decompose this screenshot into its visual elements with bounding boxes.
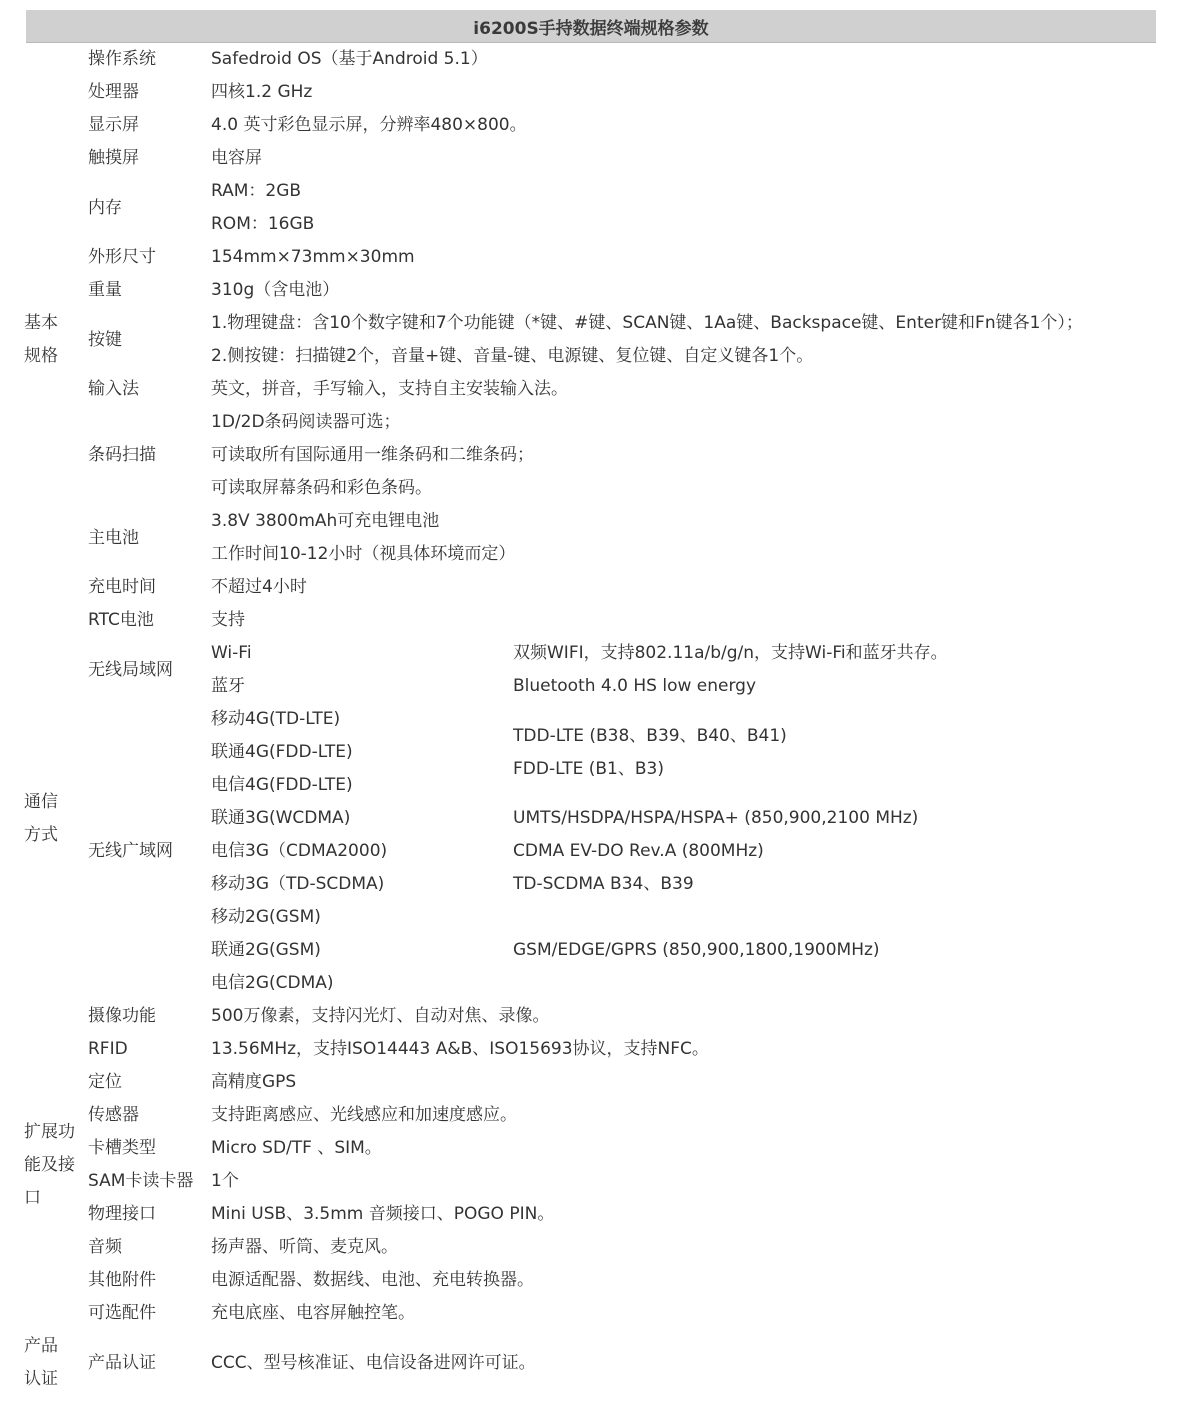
table-row — [22, 1297, 1157, 1330]
label-barcode: 条码扫描 — [88, 445, 156, 465]
value-battery-spec: 3.8V 3800mAh可充电锂电池 — [211, 511, 440, 531]
category-cert: 产品 认证 — [24, 1336, 58, 1389]
table-row — [22, 1033, 1157, 1066]
wwan-spec-lte: TDD-LTE (B38、B39、B40、B41) FDD-LTE (B1、B3) — [513, 725, 787, 779]
value-sam: 1个 — [211, 1171, 239, 1191]
wwan-spec: TD-SCDMA B34、B39 — [513, 874, 694, 894]
label-optional: 可选配件 — [88, 1303, 156, 1323]
table-row — [22, 1000, 1157, 1033]
value-barcode-3: 可读取屏幕条码和彩色条码。 — [211, 478, 432, 498]
table-row — [22, 604, 1157, 637]
table-row — [22, 571, 1157, 604]
value-input: 英文，拼音，手写输入，支持自主安装输入法。 — [211, 379, 568, 399]
wlan-name: Wi-Fi — [211, 643, 252, 663]
value-accessories: 电源适配器、数据线、电池、充电转换器。 — [211, 1270, 534, 1290]
label-keys: 按键 — [88, 329, 122, 350]
label-accessories: 其他附件 — [88, 1270, 156, 1290]
value-keys-side: 2.侧按键：扫描键2个，音量+键、音量-键、电源键、复位键、自定义键各1个。 — [211, 346, 814, 366]
value-camera: 500万像素，支持闪光灯、自动对焦、录像。 — [211, 1006, 550, 1026]
value-touch: 电容屏 — [211, 148, 262, 168]
table-row — [22, 406, 1157, 439]
table-row — [22, 1099, 1157, 1132]
table-row — [22, 109, 1157, 142]
value-audio: 扬声器、听筒、麦克风。 — [211, 1237, 398, 1257]
wwan-name: 移动2G(GSM) — [211, 907, 321, 927]
label-audio: 音频 — [88, 1237, 122, 1257]
wwan-spec: UMTS/HSDPA/HSPA/HSPA+ (850,900,2100 MHz) — [513, 808, 919, 828]
label-size: 外形尺寸 — [88, 247, 156, 267]
category-basic: 基本 规格 — [24, 313, 58, 366]
label-camera: 摄像功能 — [88, 1006, 156, 1026]
value-barcode-2: 可读取所有国际通用一维条码和二维条码； — [211, 445, 534, 465]
table-row — [22, 703, 1157, 736]
value-sensor: 支持距离感应、光线感应和加速度感应。 — [211, 1105, 517, 1125]
value-gps: 高精度GPS — [211, 1072, 297, 1092]
table-row — [22, 373, 1157, 406]
table-row — [22, 142, 1157, 175]
value-rtc: 支持 — [211, 610, 245, 630]
value-optional: 充电底座、电容屏触控笔。 — [211, 1303, 415, 1323]
label-cert: 产品认证 — [88, 1352, 156, 1373]
value-display: 4.0 英寸彩色显示屏，分辨率480×800。 — [211, 115, 527, 135]
wwan-name: 移动4G(TD-LTE) — [211, 709, 341, 729]
category-ext: 扩展功 能及接 口 — [24, 1121, 75, 1208]
label-charge: 充电时间 — [88, 577, 156, 597]
table-row — [22, 274, 1157, 307]
table-row — [22, 1165, 1157, 1198]
label-input: 输入法 — [88, 379, 139, 399]
wwan-name: 联通3G(WCDMA) — [211, 808, 351, 828]
table-row — [22, 1198, 1157, 1231]
value-ports: Mini USB、3.5mm 音频接口、POGO PIN。 — [211, 1204, 555, 1224]
value-slot: Micro SD/TF 、SIM。 — [211, 1138, 382, 1158]
value-size: 154mm×73mm×30mm — [211, 247, 415, 267]
wwan-spec: CDMA EV-DO Rev.A (800MHz) — [513, 841, 764, 861]
table-row — [22, 241, 1157, 274]
label-wlan: 无线局域网 — [88, 659, 173, 680]
table-row — [22, 76, 1157, 109]
label-display: 显示屏 — [88, 115, 139, 135]
label-sam: SAM卡读卡器 — [88, 1171, 194, 1191]
label-weight: 重量 — [88, 280, 122, 300]
category-comm: 通信 方式 — [24, 791, 58, 845]
wwan-name: 联通4G(FDD-LTE) — [211, 742, 353, 762]
value-cpu: 四核1.2 GHz — [211, 82, 313, 102]
table-row — [22, 175, 1157, 208]
spec-title: i6200S手持数据终端规格参数 — [26, 10, 1156, 43]
label-memory: 内存 — [88, 197, 122, 218]
label-ports: 物理接口 — [88, 1204, 156, 1224]
wwan-name: 联通2G(GSM) — [211, 940, 321, 960]
wwan-name: 电信3G（CDMA2000) — [211, 841, 388, 861]
wwan-spec: GSM/EDGE/GPRS (850,900,1800,1900MHz) — [513, 940, 880, 960]
wlan-spec: 双频WIFI，支持802.11a/b/g/n，支持Wi-Fi和蓝牙共存。 — [513, 643, 948, 663]
label-battery: 主电池 — [88, 527, 139, 548]
table-row — [22, 1231, 1157, 1264]
table-row — [22, 1132, 1157, 1165]
value-keys-physical: 1.物理键盘：含10个数字键和7个功能键（*键、#键、SCAN键、1Aa键、Backspace键、Enter键和Fn键各1个）； — [211, 313, 1083, 333]
wwan-name: 移动3G（TD-SCDMA) — [211, 874, 385, 894]
wwan-name: 电信2G(CDMA) — [211, 973, 334, 993]
value-cert: CCC、型号核准证、电信设备进网许可证。 — [211, 1352, 536, 1373]
label-wwan: 无线广域网 — [88, 841, 173, 861]
value-battery-time: 工作时间10-12小时（视具体环境而定） — [211, 544, 516, 564]
table-row — [22, 1264, 1157, 1297]
value-charge: 不超过4小时 — [211, 577, 307, 597]
value-weight: 310g（含电池） — [211, 280, 340, 300]
table-row — [22, 307, 1157, 340]
wlan-name: 蓝牙 — [211, 676, 245, 696]
label-slot: 卡槽类型 — [88, 1138, 156, 1158]
table-row — [22, 1330, 1157, 1396]
value-ram: RAM：2GB — [211, 181, 302, 201]
value-os: Safedroid OS（基于Android 5.1） — [211, 49, 488, 69]
table-row — [22, 505, 1157, 538]
wlan-spec: Bluetooth 4.0 HS low energy — [513, 676, 757, 696]
label-os: 操作系统 — [88, 49, 156, 69]
table-row — [22, 43, 1157, 76]
table-row — [22, 637, 1157, 670]
value-rom: ROM：16GB — [211, 214, 315, 234]
label-gps: 定位 — [88, 1072, 122, 1092]
label-touch: 触摸屏 — [88, 148, 139, 168]
value-barcode-1: 1D/2D条码阅读器可选； — [211, 412, 401, 432]
wwan-name: 电信4G(FDD-LTE) — [211, 775, 353, 795]
table-row — [22, 1066, 1157, 1099]
spec-table — [22, 43, 1157, 1396]
label-rtc: RTC电池 — [88, 610, 154, 630]
label-cpu: 处理器 — [88, 82, 139, 102]
label-sensor: 传感器 — [88, 1105, 139, 1125]
value-rfid: 13.56MHz，支持ISO14443 A&B、ISO15693协议，支持NFC。 — [211, 1039, 709, 1059]
label-rfid: RFID — [88, 1039, 128, 1059]
